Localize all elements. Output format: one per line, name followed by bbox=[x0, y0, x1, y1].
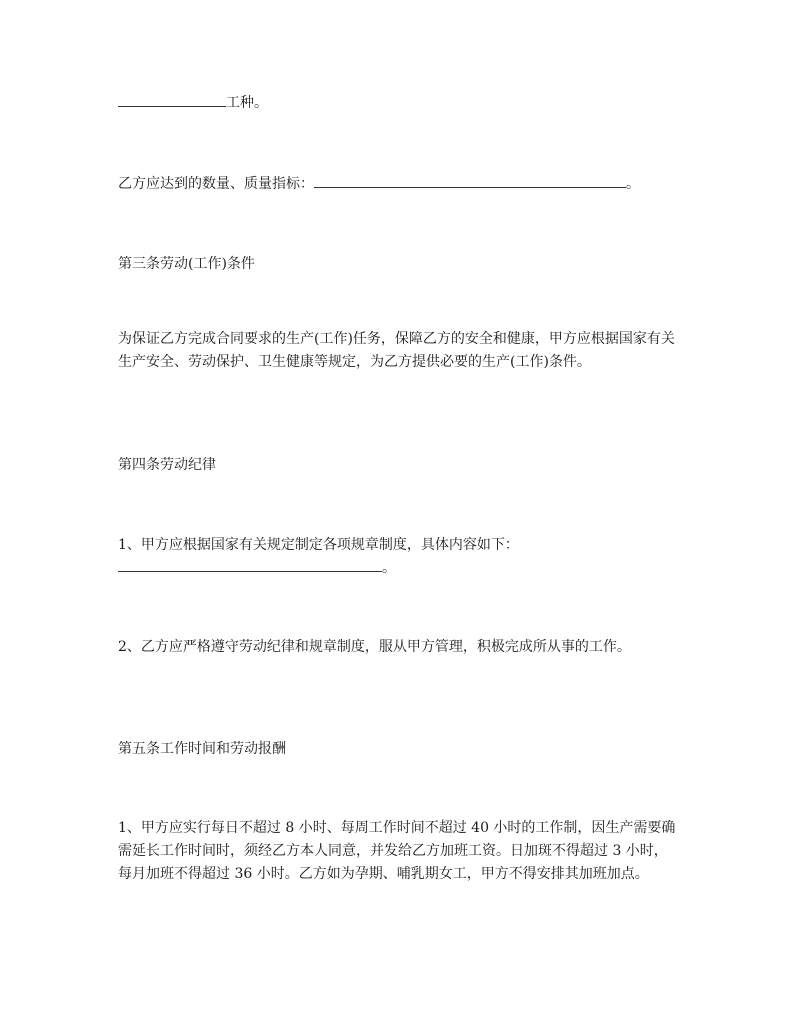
article5-heading: 第五条工作时间和劳动报酬 bbox=[118, 741, 286, 757]
work-type-blank[interactable] bbox=[118, 92, 226, 107]
quantity-quality-end: 。 bbox=[626, 176, 640, 192]
article3-paragraph: 为保证乙方完成合同要求的生产(工作)任务，保障乙方的安全和健康，甲方应根据国家有关生产安全、劳动保护、卫生健康等规定，为乙方提供必要的生产(工作)条件。 bbox=[118, 331, 675, 370]
rules-content-blank[interactable] bbox=[118, 557, 382, 572]
article4-clause1-fill-line bbox=[118, 557, 396, 580]
quantity-quality-blank[interactable] bbox=[314, 173, 626, 188]
article3-heading: 第三条劳动(工作)条件 bbox=[118, 256, 255, 272]
article4-heading: 第四条劳动纪律 bbox=[118, 457, 216, 473]
quantity-quality-line bbox=[118, 173, 640, 196]
work-type-suffix: 工种。 bbox=[226, 95, 268, 111]
article4-clause2: 2、乙方应严格遵守劳动纪律和规章制度，服从甲方管理，积极完成所从事的工作。 bbox=[118, 639, 631, 655]
article4-clause1-end: 。 bbox=[382, 560, 396, 576]
quantity-quality-label: 乙方应达到的数量、质量指标： bbox=[118, 176, 314, 192]
article4-clause1: 1、甲方应根据国家有关规定制定各项规章制度，具体内容如下： bbox=[118, 537, 519, 553]
work-type-line bbox=[118, 92, 268, 115]
article5-clause1: 1、甲方应实行每日不超过 8 小时、每周工作时间不超过 40 小时的工作制，因生产需要确需延长工作时间时，须经乙方本人同意，并发给乙方加班工资。日加斑不得超过 3 小时，每月加班不得超过 36 小时。乙方如为孕期、哺乳期女工，甲方不得安排其加班加点。 bbox=[118, 820, 676, 882]
